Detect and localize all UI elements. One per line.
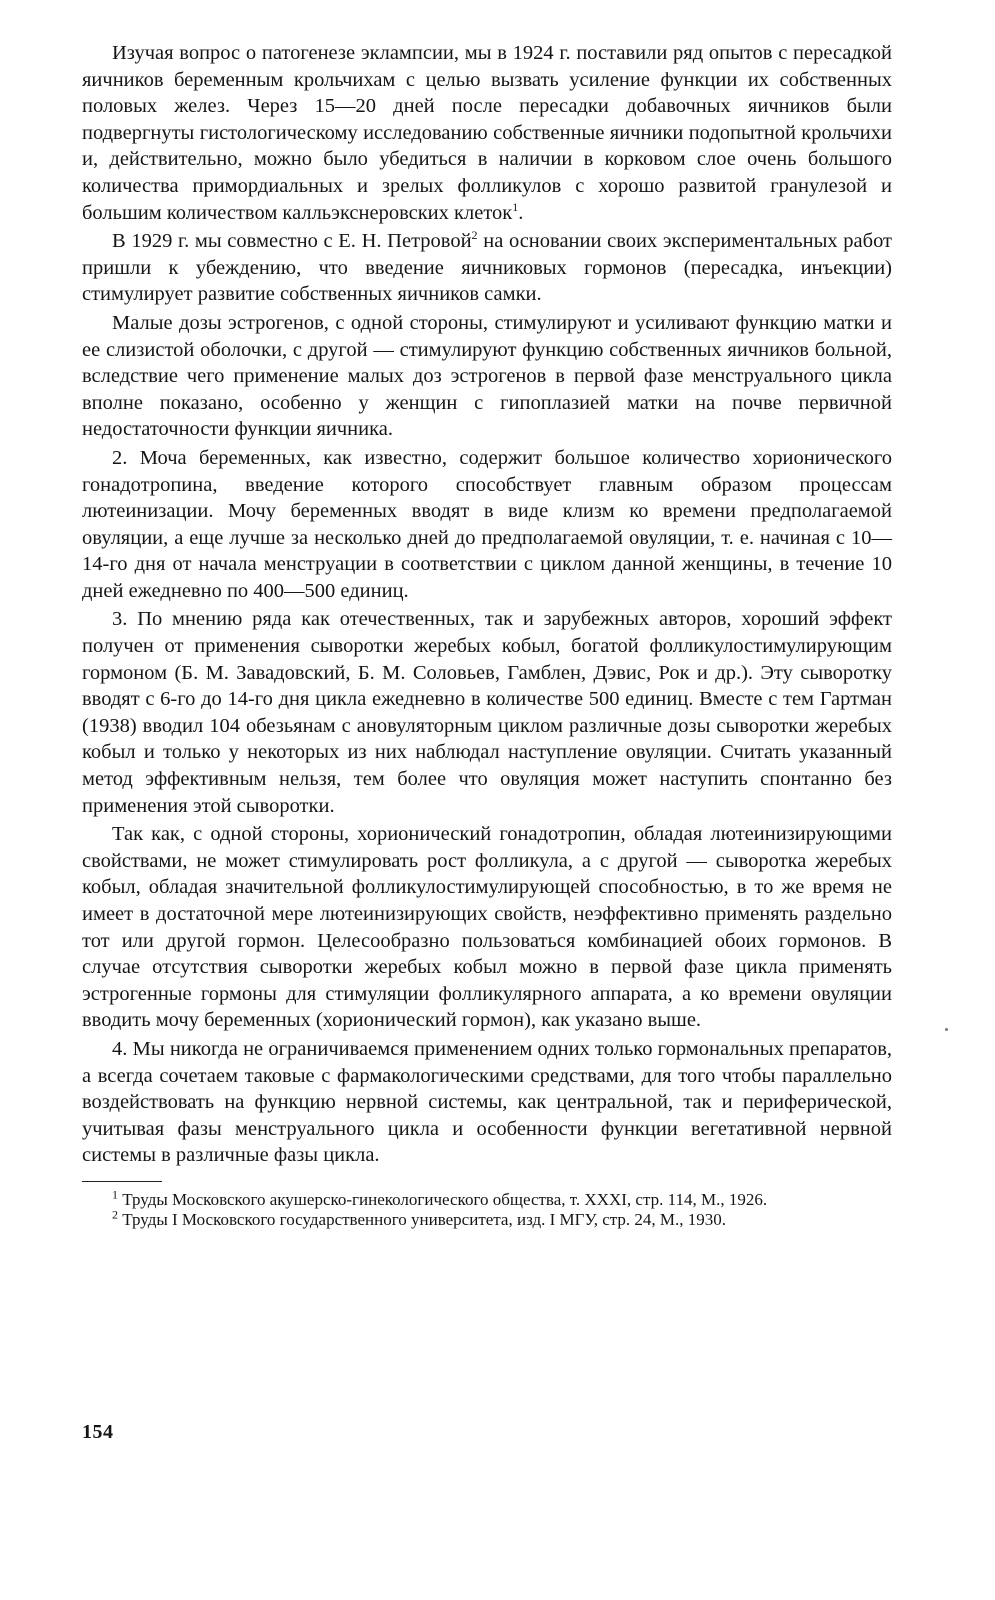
- paragraph-text: Изучая вопрос о патогенезе эклампсии, мы в 1924 г. поставили ряд опытов с пересадкой яичников беременным крольчихам с целью вызвать усиление функции их собственных половых желез. Через 15—20 дней после пересадки добавочных яичников были подвергнуты гистологическому исследованию собственные яичники подопытной крольчихи и, действительно, можно было убедиться в наличии в корковом слое очень большого количества примордиальных и зрелых фолликулов с хорошо развитой гранулезой и большим количеством калльэкснеровских клеток: [82, 42, 892, 224]
- page-number: 154: [82, 1421, 114, 1443]
- scan-speck: [945, 1028, 948, 1031]
- paragraph-text: В 1929 г. мы совместно с Е. Н. Петровой: [112, 230, 472, 253]
- paragraph-1929-research: [82, 228, 892, 308]
- paragraph-item-4: 4. Мы никогда не ограничиваемся применением одних только гормональных препаратов, а всегда сочетаем таковые с фармакологическими средствами, для того чтобы параллельно воздействовать на функцию нервной системы, как центральной, так и периферической, учитывая фазы менструального цикла и особенности функции вегетативной нервной системы в различные фазы цикла.: [82, 1037, 892, 1167]
- footnote-text: Труды I Московского государственного университета, изд. I МГУ, стр. 24, М., 1930.: [122, 1209, 727, 1229]
- paragraph-combination-therapy: Так как, с одной стороны, хорионический гонадотропин, обладая лютеинизирующими свойствами, не может стимулировать рост фолликула, а с другой — сыворотка жеребых кобыл, обладая значительной фолликулостимулирующей способностью, в то же время не имеет в достаточной мере лютеинизирующих свойств, неэффективно применять раздельно тот или другой гормон. Целесообразно пользоваться комбинацией обоих гормонов. В случае отсутствия сыворотки жеребых кобыл можно в первой фазе цикла применять эстрогенные гормоны для стимуляции фолликулярного аппарата, а ко времени овуляции вводить мочу беременных (хорионический гормон), как указано выше.: [82, 823, 892, 1032]
- footnote-1: [82, 1187, 892, 1210]
- footnote-text: Труды Московского акушерско-гинекологического общества, т. XXXI, стр. 114, М., 1926.: [122, 1189, 768, 1209]
- footnote-reference-2: 2: [471, 228, 478, 243]
- paragraph-text: на основании своих экспериментальных работ пришли к убеждению, что введение яичниковых гормонов (пересадка, инъекции) стимулирует развитие собственных яичников самки.: [82, 230, 893, 306]
- footnote-divider: [82, 1181, 162, 1182]
- footnote-mark: 1: [112, 1187, 118, 1202]
- paragraph-eclampsia-experiment: Изучая вопрос о патогенезе эклампсии, мы в 1924 г. поставили ряд опытов с пересадкой яичников беременным крольчихам с целью вызвать усиление функции их собственных половых желез. Через 15—20 дней после пересадки добавочных яичников были подвергнуты гистологическому исследованию собственные яичники подопытной крольчихи и, действительно, можно было убедиться в наличии в корковом слое очень большого количества примордиальных и зрелых фолликулов с хорошо развитой гранулезой и большим количеством калльэкснеровских клеток$^1$.: [82, 42, 892, 224]
- footnote-reference-1: 1: [512, 199, 519, 214]
- page-body: [82, 40, 892, 1230]
- paragraph-estrogen-doses: Малые дозы эстрогенов, с одной стороны, стимулируют и усиливают функцию матки и ее слизистой оболочки, с другой — стимулируют функцию собственных яичников больной, вследствие чего применение малых доз эстрогенов в первой фазе менструального цикла вполне показано, особенно у женщин с гипоплазией матки на почве первичной недостаточности функции яичника.: [82, 311, 892, 441]
- footnote-2: [82, 1207, 892, 1230]
- paragraph-item-3: 3. По мнению ряда как отечественных, так и зарубежных авторов, хороший эффект получен от применения сыворотки жеребых кобыл, богатой фолликулостимулирующим гормоном (Б. М. Завадовский, Б. М. Соловьев, Гамблен, Дэвис, Рок и др.). Эту сыворотку вводят с 6-го до 14-го дня цикла ежедневно в количестве 500 единиц. Вместе с тем Гартман (1938) вводил 104 обезьянам с ановуляторным циклом различные дозы сыворотки жеребых кобыл и только у некоторых из них наблюдал наступление овуляции. Считать указанный метод эффективным нельзя, тем более что овуляция может наступить спонтанно без применения этой сыворотки.: [82, 608, 892, 817]
- footnote-mark: 2: [112, 1207, 118, 1222]
- paragraph-item-2: 2. Моча беременных, как известно, содержит большое количество хорионического гонадотропина, введение которого способствует главным образом процессам лютеинизации. Мочу беременных вводят в виде клизм ко времени предполагаемой овуляции, а еще лучше за несколько дней до предполагаемой овуляции, т. е. начиная с 10—14-го дня от начала менструации в соответствии с циклом данной женщины, в течение 10 дней ежедневно по 400—500 единиц.: [82, 446, 892, 602]
